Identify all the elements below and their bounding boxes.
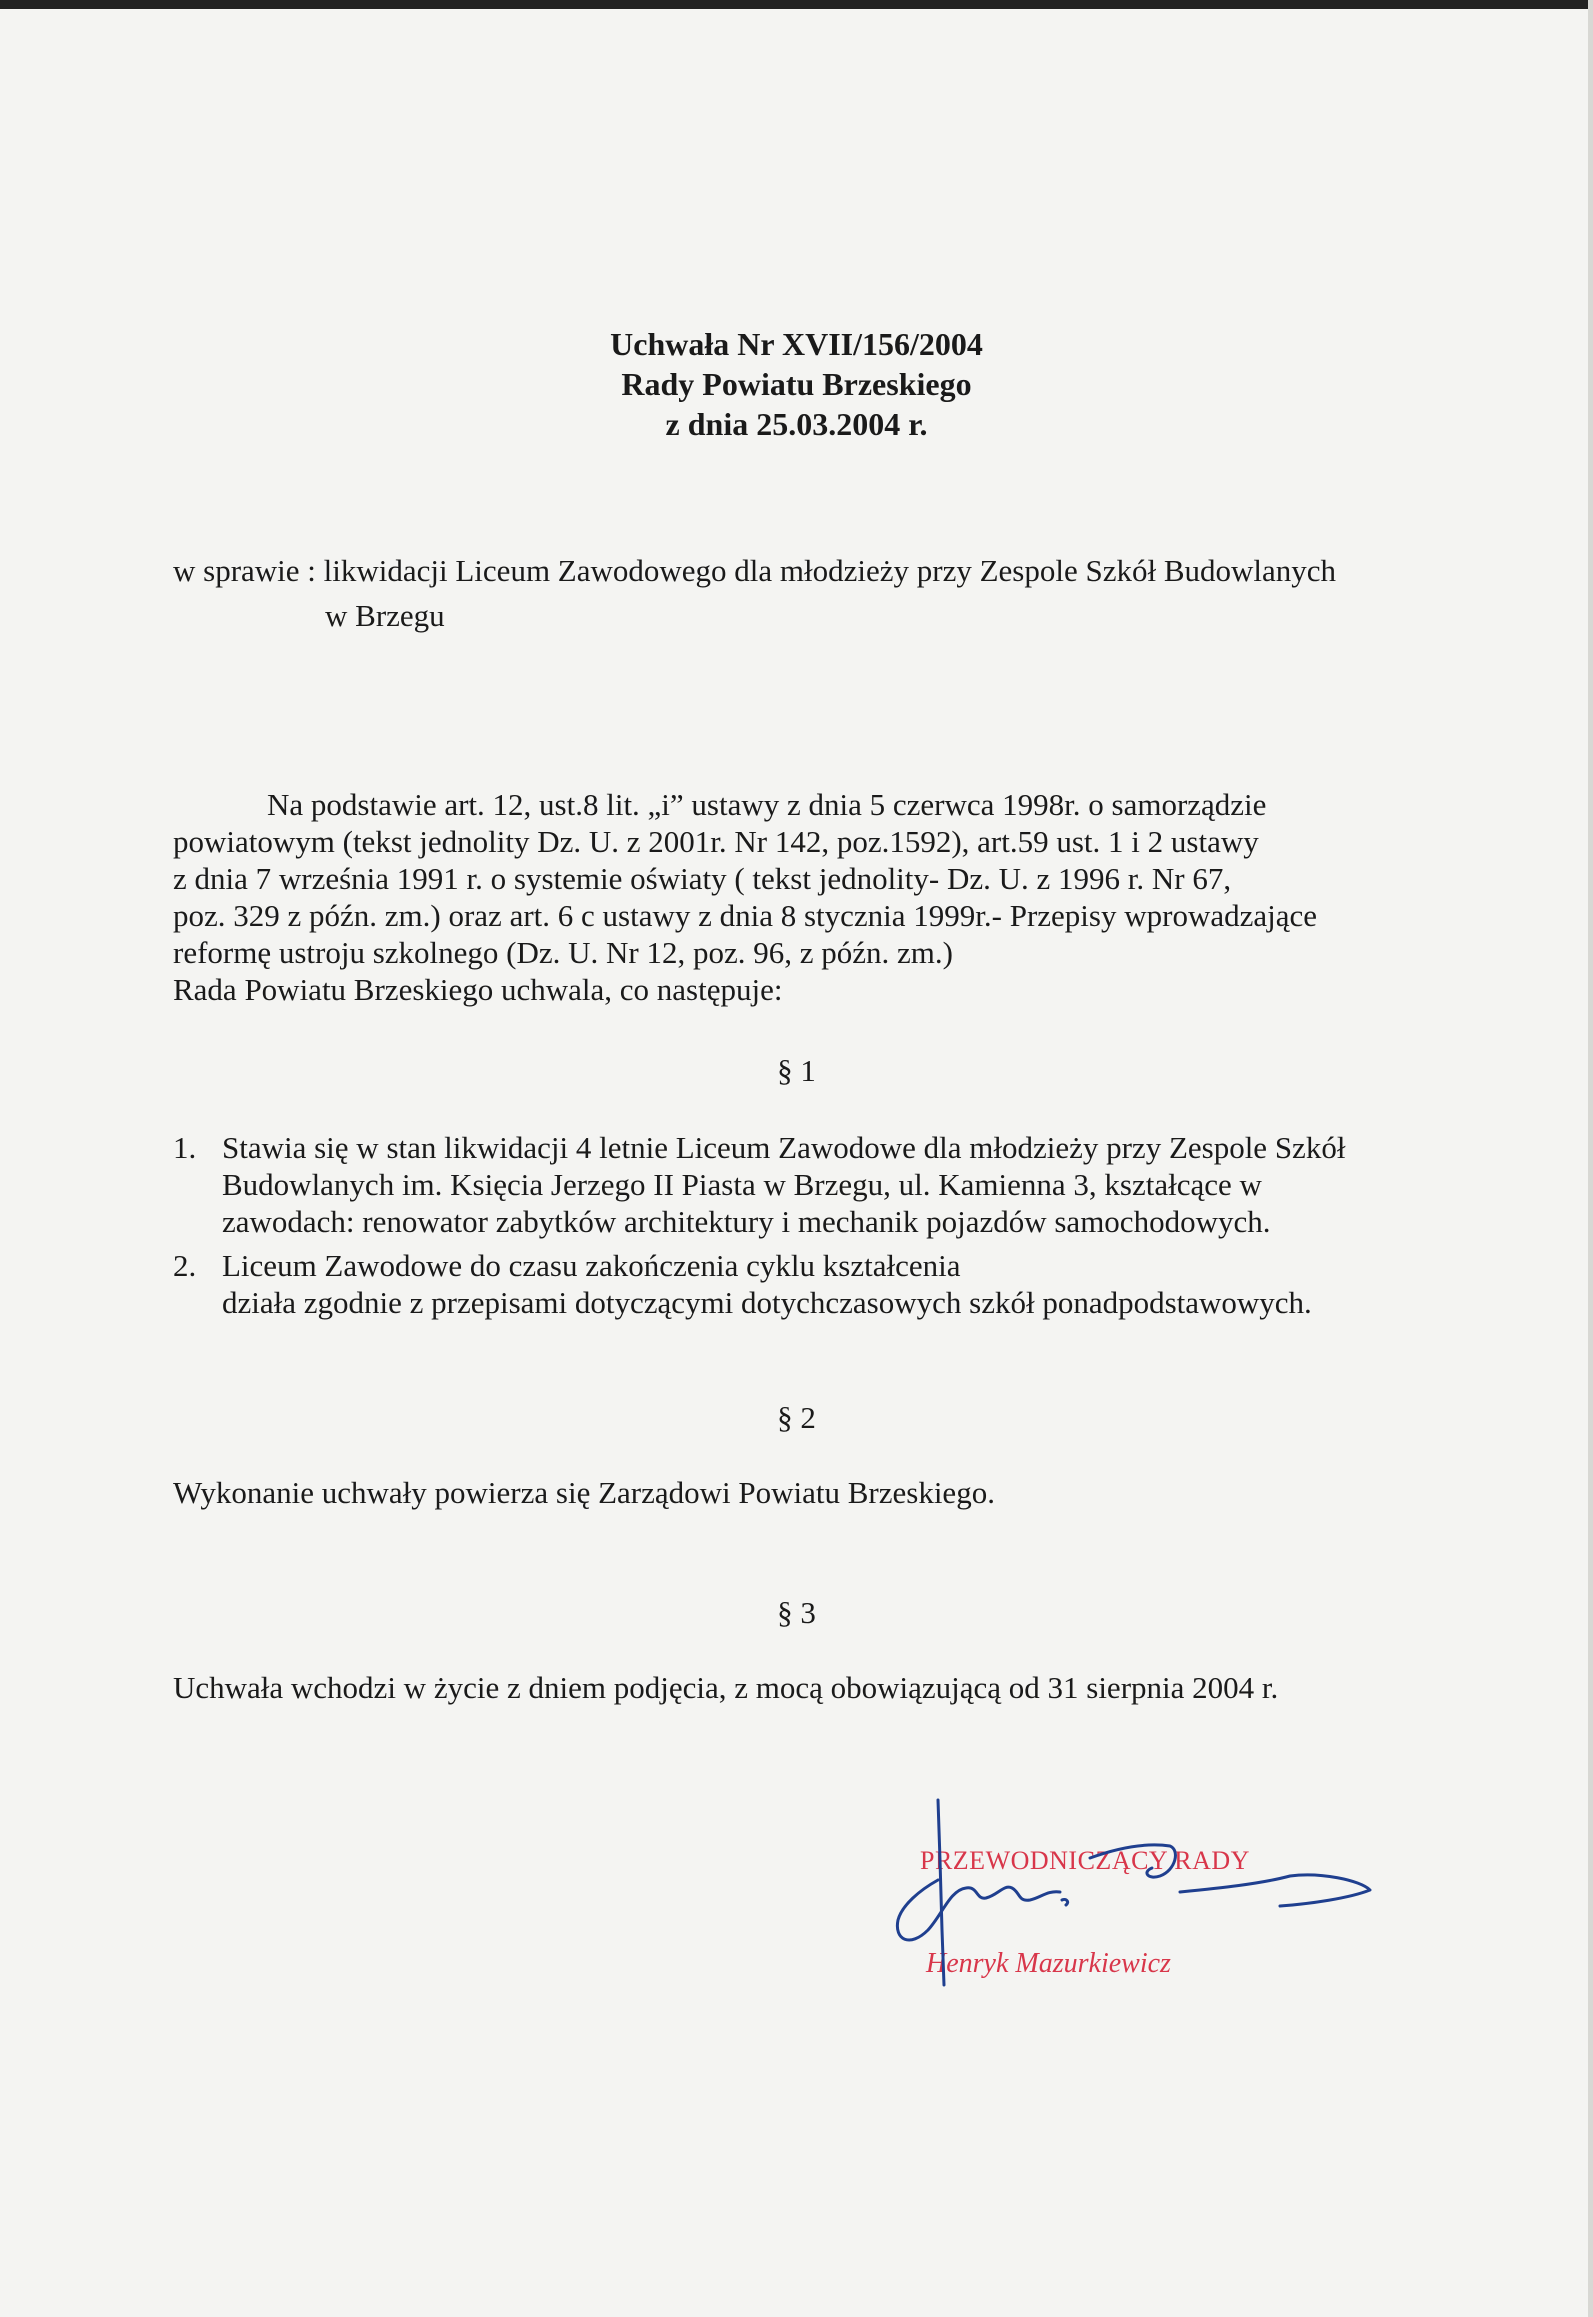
section-2-heading: § 2	[777, 1400, 816, 1435]
scan-top-edge	[0, 0, 1593, 9]
resolution-issuer: Rady Powiatu Brzeskiego	[621, 366, 972, 402]
preamble-line: powiatowym (tekst jednolity Dz. U. z 2001r. Nr 142, poz.1592), art.59 ust. 1 i 2 ustawy	[173, 824, 1259, 859]
preamble-line: Na podstawie art. 12, ust.8 lit. „i” ustawy z dnia 5 czerwca 1998r. o samorządzie	[267, 787, 1267, 822]
list-item-line: Liceum Zawodowe do czasu zakończenia cyklu kształcenia	[222, 1248, 961, 1283]
resolution-title: Uchwała Nr XVII/156/2004	[610, 326, 983, 362]
signature-block	[880, 1780, 1400, 2000]
list-item-line: Stawia się w stan likwidacji 4 letnie Liceum Zawodowe dla młodzieży przy Zespole Szkół	[222, 1130, 1346, 1165]
preamble-line: poz. 329 z późn. zm.) oraz art. 6 c ustawy z dnia 8 stycznia 1999r.- Przepisy wprowadzające	[173, 898, 1318, 933]
stamp-title: PRZEWODNICZĄCY RADY	[920, 1846, 1250, 1875]
subject-line-1: w sprawie : likwidacji Liceum Zawodowego dla młodzieży przy Zespole Szkół Budowlanych	[173, 553, 1337, 588]
resolution-date: z dnia 25.03.2004 r.	[665, 406, 928, 442]
stamp-name: Henryk Mazurkiewicz	[926, 1948, 1171, 1979]
list-item-number: 2.	[173, 1248, 197, 1283]
list-item-line: zawodach: renowator zabytków architektury i mechanik pojazdów samochodowych.	[222, 1204, 1271, 1239]
section-3-text: Uchwała wchodzi w życie z dniem podjęcia, z mocą obowiązującą od 31 sierpnia 2004 r.	[173, 1670, 1279, 1705]
subject-line-2: w Brzegu	[325, 598, 445, 633]
preamble-line: z dnia 7 września 1991 r. o systemie oświaty ( tekst jednolity- Dz. U. z 1996 r. Nr 67,	[173, 861, 1232, 896]
preamble-line: reformę ustroju szkolnego (Dz. U. Nr 12, poz. 96, z późn. zm.)	[173, 935, 953, 970]
list-item-line: działa zgodnie z przepisami dotyczącymi dotychczasowych szkół ponadpodstawowych.	[222, 1285, 1312, 1320]
section-2-text: Wykonanie uchwały powierza się Zarządowi Powiatu Brzeskiego.	[173, 1475, 995, 1510]
section-1-heading: § 1	[777, 1053, 816, 1088]
list-item-line: Budowlanych im. Księcia Jerzego II Piasta w Brzegu, ul. Kamienna 3, kształcące w	[222, 1167, 1262, 1202]
list-item-number: 1.	[173, 1130, 197, 1165]
preamble-line: Rada Powiatu Brzeskiego uchwala, co następuje:	[173, 972, 783, 1007]
handwritten-signature	[880, 1780, 1400, 2000]
section-3-heading: § 3	[777, 1595, 816, 1630]
